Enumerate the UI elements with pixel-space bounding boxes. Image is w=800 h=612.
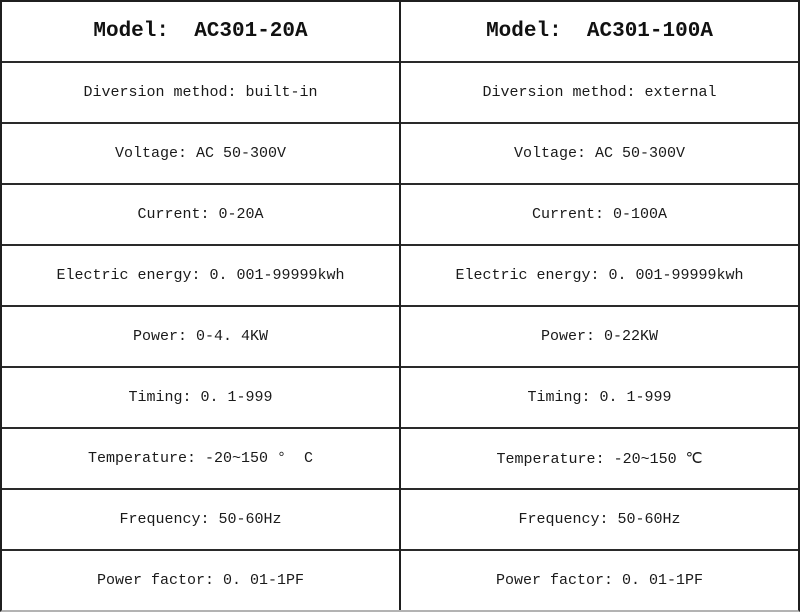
spec-cell-power: Power: 0-22KW (401, 305, 798, 366)
spec-cell-power: Power: 0-4. 4KW (2, 305, 399, 366)
model-header-100a: Model: AC301-100A (486, 20, 713, 43)
model-header-20a: Model: AC301-20A (93, 20, 308, 43)
spec-cell-diversion-method: Diversion method: built-in (2, 61, 399, 122)
spec-cell-temperature: Temperature: -20~150 ℃ (401, 427, 798, 488)
spec-cell-power-factor: Power factor: 0. 01-1PF (2, 549, 399, 610)
spec-cell-electric-energy: Electric energy: 0. 001-99999kwh (401, 244, 798, 305)
spec-cell-frequency: Frequency: 50-60Hz (401, 488, 798, 549)
spec-column-model-100a (399, 2, 798, 610)
spec-cell-timing: Timing: 0. 1-999 (401, 366, 798, 427)
spec-cell-electric-energy: Electric energy: 0. 001-99999kwh (2, 244, 399, 305)
spec-cell-diversion-method: Diversion method: external (401, 61, 798, 122)
spec-cell-power-factor: Power factor: 0. 01-1PF (401, 549, 798, 610)
spec-cell-frequency: Frequency: 50-60Hz (2, 488, 399, 549)
spec-cell-current: Current: 0-100A (401, 183, 798, 244)
spec-cell-voltage: Voltage: AC 50-300V (2, 122, 399, 183)
spec-cell-temperature: Temperature: -20~150 ° C (2, 427, 399, 488)
spec-cell-current: Current: 0-20A (2, 183, 399, 244)
spec-column-model-20a (2, 2, 399, 610)
spec-cell-timing: Timing: 0. 1-999 (2, 366, 399, 427)
spec-cell-voltage: Voltage: AC 50-300V (401, 122, 798, 183)
